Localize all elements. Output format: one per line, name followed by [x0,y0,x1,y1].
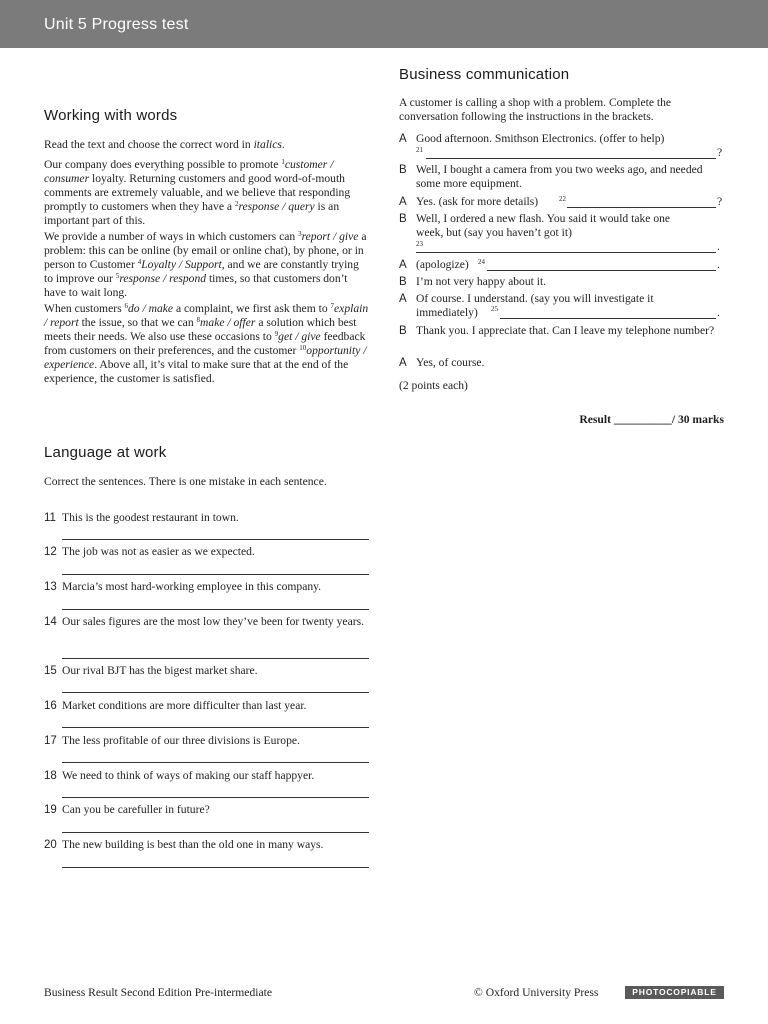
sentence-text: Our sales figures are the most low they’ve been for twenty years. [62,615,364,628]
end-punctuation: ? [717,195,723,208]
speaker-label: A [399,259,407,271]
gap-number: 5 [115,272,120,280]
end-punctuation: . [717,306,720,319]
paragraph-2 [44,230,370,300]
sentence-number: 20 [44,839,57,851]
gap-number: 24 [478,258,485,266]
business-instruction: A customer is calling a shop with a problem. Complete the conversation following the instructions in the brackets. [399,96,672,123]
speaker-label: B [399,164,407,176]
end-punctuation: ? [717,146,723,159]
speaker-label: A [399,357,407,369]
sentence-number: 11 [44,512,56,524]
sentence-text: Our rival BJT has the bigest market share. [62,664,258,677]
gap-number: 22 [559,195,566,203]
sentence-number: 18 [44,770,57,782]
choice: response / query [238,200,315,213]
answer-line[interactable] [62,539,369,540]
speaker-label: A [399,293,407,305]
footer-publisher: © Oxford University Press [474,986,599,999]
answer-line[interactable] [62,692,369,693]
answer-line[interactable] [62,762,369,763]
choice: opportunity / experience [44,344,367,371]
page-title: Unit 5 Progress test [44,16,189,33]
dialogue-text: Good afternoon. Smithson Electronics. (offer to help) [416,132,665,145]
end-punctuation: . [717,258,720,271]
choice: Loyalty / Support [141,258,222,271]
gap-number: 7 [330,302,335,310]
answer-blank[interactable] [567,207,716,208]
sentence-text: The new building is best than the old one in many ways. [62,838,324,851]
choice: customer / consumer [44,158,334,185]
gap-number: 10 [299,344,307,352]
speaker-label: A [399,196,407,208]
gap-number: 21 [416,146,423,154]
dialogue-text: Yes. (ask for more details) [416,195,539,208]
sentence-text: We need to think of ways of making our staff happyer. [62,769,315,782]
sentence-text: This is the goodest restaurant in town. [62,511,239,524]
answer-line[interactable] [62,609,369,610]
points-note: (2 points each) [399,379,468,392]
sentence-text: Marcia’s most hard-working employee in this company. [62,580,322,593]
result-marks: Result __________/ 30 marks [579,413,724,426]
dialogue-text: Well, I bought a camera from you two weeks ago, and needed some more equipment. [416,163,703,190]
dialogue-text: Well, I ordered a new flash. You said it would take one week, but (say you haven’t got it) [416,212,671,239]
sentence-text: Market conditions are more difficulter than last year. [62,699,307,712]
paragraph-3 [44,302,370,386]
dialogue-text: I’m not very happy about it. [416,275,547,288]
speaker-label: A [399,133,407,145]
answer-blank[interactable] [416,252,716,253]
heading-business-communication: Business communication [399,66,570,83]
answer-blank[interactable] [426,158,716,159]
choice: do / make [128,302,174,315]
text: Our company does everything possible to promote [44,158,282,171]
working-instruction [44,138,370,152]
gap-number: 6 [124,302,128,310]
text: the issue, so that we can [78,316,197,329]
gap-number: 23 [416,240,423,248]
heading-working-with-words: Working with words [44,107,178,124]
gap-number: 8 [196,316,201,324]
text: loyalty. Returning customers and good word-of-mouth comments are extremely valuable, and we believe that responding promptly to customers when they have a [44,172,351,213]
sentence-number: 16 [44,700,57,712]
instruction-italic: italics [253,138,282,151]
choice: explain / report [44,302,369,329]
dialogue-text: (apologize) [416,258,469,271]
end-punctuation: . [717,240,720,253]
sentence-number: 19 [44,804,57,816]
dialogue-text: Of course. I understand. (say you will investigate it immediately) [416,292,654,319]
gap-number: 4 [137,258,142,266]
gap-number: 3 [298,230,302,238]
answer-blank[interactable] [487,270,716,271]
text: . Above all, it’s vital to make sure that at the end of the experience, the customer is satisfied. [44,358,349,385]
answer-line[interactable] [62,867,369,868]
language-instruction: Correct the sentences. There is one mistake in each sentence. [44,475,327,488]
sentence-text: The job was not as easier as we expected. [62,545,255,558]
sentence-number: 13 [44,581,57,593]
sentence-text: Can you be carefuller in future? [62,803,210,816]
text: When customers [44,302,125,315]
sentence-number: 14 [44,616,57,628]
footer-book-title: Business Result Second Edition Pre-intermediate [44,986,272,999]
text: We provide a number of ways in which customers can [44,230,299,243]
paragraph-1 [44,158,370,228]
answer-line[interactable] [62,797,369,798]
dialogue-text: Yes, of course. [416,356,485,369]
gap-number: 9 [274,330,279,338]
gap-number: 2 [234,200,239,208]
sentence-number: 17 [44,735,57,747]
answer-blank[interactable] [500,318,716,319]
answer-line[interactable] [62,832,369,833]
instruction-text: Read the text and choose the correct word in [44,138,254,151]
heading-language-at-work: Language at work [44,444,167,461]
choice: get / give [278,330,321,343]
text: a complaint, we first ask them to [173,302,331,315]
answer-line[interactable] [62,574,369,575]
text: is an important part of this. [44,200,340,227]
gap-number: 25 [491,305,498,313]
text: feedback from customers on their preferences, and the customer [44,330,366,357]
choice: response / respond [119,272,207,285]
answer-line[interactable] [62,658,369,659]
speaker-label: B [399,325,407,337]
sentence-number: 15 [44,665,57,677]
choice: make / offer [200,316,256,329]
instruction-end: . [281,138,285,151]
text: a problem: this can be online (by email or online chat), by phone, or in person to Customer [44,230,367,271]
speaker-label: B [399,213,407,225]
gap-number: 1 [281,158,285,166]
sentence-text: The less profitable of our three divisions is Europe. [62,734,300,747]
speaker-label: B [399,276,407,288]
text: , and we are constantly trying to improve our [44,258,359,285]
dialogue-text: Thank you. I appreciate that. Can I leave my telephone number? [416,324,715,337]
answer-line[interactable] [62,727,369,728]
photocopiable-badge: PHOTOCOPIABLE [625,986,724,999]
sentence-number: 12 [44,546,57,558]
choice: report / give [301,230,359,243]
text: a solution which best meets their needs. We also use these occasions to [44,316,357,343]
working-text [44,158,370,388]
text: times, so that customers don’t have to wait long. [44,272,348,299]
